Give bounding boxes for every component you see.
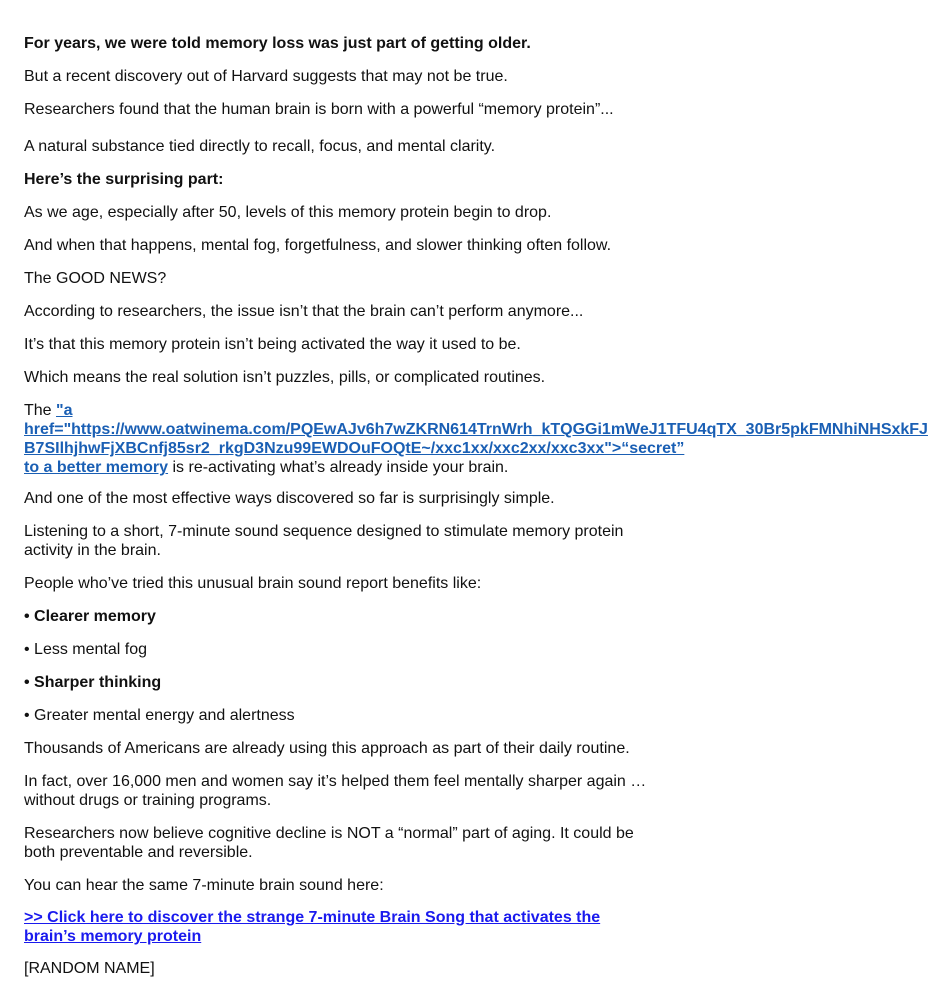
paragraph-benefits-intro: People who’ve tried this unusual brain sound report benefits like: [24, 575, 482, 592]
intro-heading: For years, we were told memory loss was just part of getting older. [24, 35, 531, 52]
secret-suffix: is re-activating what’s already inside your brain. [168, 459, 509, 476]
paragraph-mental-fog: And when that happens, mental fog, forgetfulness, and slower thinking often follow. [24, 237, 612, 254]
secret-link-line-4[interactable]: to a better memory [24, 459, 169, 476]
secret-link-line-3[interactable]: B7SIlhjhwFjXBCnfj85sr2_rkgD3Nzu99EWDOuFOQtE~/xxc1xx/xxc2xx/xxc3xx">“secret” [24, 440, 685, 457]
paragraph-researchers: Researchers found that the human brain is born with a powerful “memory protein”... [24, 101, 614, 118]
paragraph-natural-substance: A natural substance tied directly to recall, focus, and mental clarity. [24, 138, 496, 155]
benefit-sharper-thinking: • Sharper thinking [24, 674, 162, 691]
paragraph-age: As we age, especially after 50, levels of this memory protein begin to drop. [24, 204, 552, 221]
paragraph-16000: In fact, over 16,000 men and women say it’s helped them feel mentally sharper again … without drugs or training programs. [24, 773, 647, 809]
signature: [RANDOM NAME] [24, 960, 155, 977]
paragraph-cognitive-decline: Researchers now believe cognitive decline is NOT a “normal” part of aging. It could be both preventable and reversible. [24, 825, 634, 861]
paragraph-thousands: Thousands of Americans are already using this approach as part of their daily routine. [24, 740, 630, 757]
surprising-part-heading: Here’s the surprising part: [24, 171, 224, 188]
brain-song-cta-link[interactable]: >> Click here to discover the strange 7-minute Brain Song that activates the brain’s memory protein [24, 909, 601, 945]
paragraph-activation: It’s that this memory protein isn’t being activated the way it used to be. [24, 336, 521, 353]
paragraph-sound-sequence: Listening to a short, 7-minute sound sequence designed to stimulate memory protein activity in the brain. [24, 523, 624, 559]
paragraph-simple: And one of the most effective ways discovered so far is surprisingly simple. [24, 490, 555, 507]
paragraph-according: According to researchers, the issue isn’t that the brain can’t perform anymore... [24, 303, 584, 320]
secret-link-line-1[interactable]: "a [56, 402, 73, 419]
benefit-energy: • Greater mental energy and alertness [24, 707, 295, 724]
paragraph-secret-link [24, 401, 934, 477]
paragraph-harvard: But a recent discovery out of Harvard suggests that may not be true. [24, 68, 508, 85]
paragraph-good-news: The GOOD NEWS? [24, 270, 167, 287]
paragraph-real-solution: Which means the real solution isn’t puzzles, pills, or complicated routines. [24, 369, 546, 386]
paragraph-hear-here: You can hear the same 7-minute brain sound here: [24, 877, 384, 894]
benefit-less-fog: • Less mental fog [24, 641, 147, 658]
benefit-clearer-memory: • Clearer memory [24, 608, 156, 625]
secret-link-line-2[interactable]: href="https://www.oatwinema.com/PQEwAJv6h7wZKRN614TrnWrh_kTQGGi1mWeJ1TFU4qTX_30Br5pkFMNhiNHSxkFJ [24, 421, 928, 438]
secret-prefix: The [24, 402, 57, 419]
